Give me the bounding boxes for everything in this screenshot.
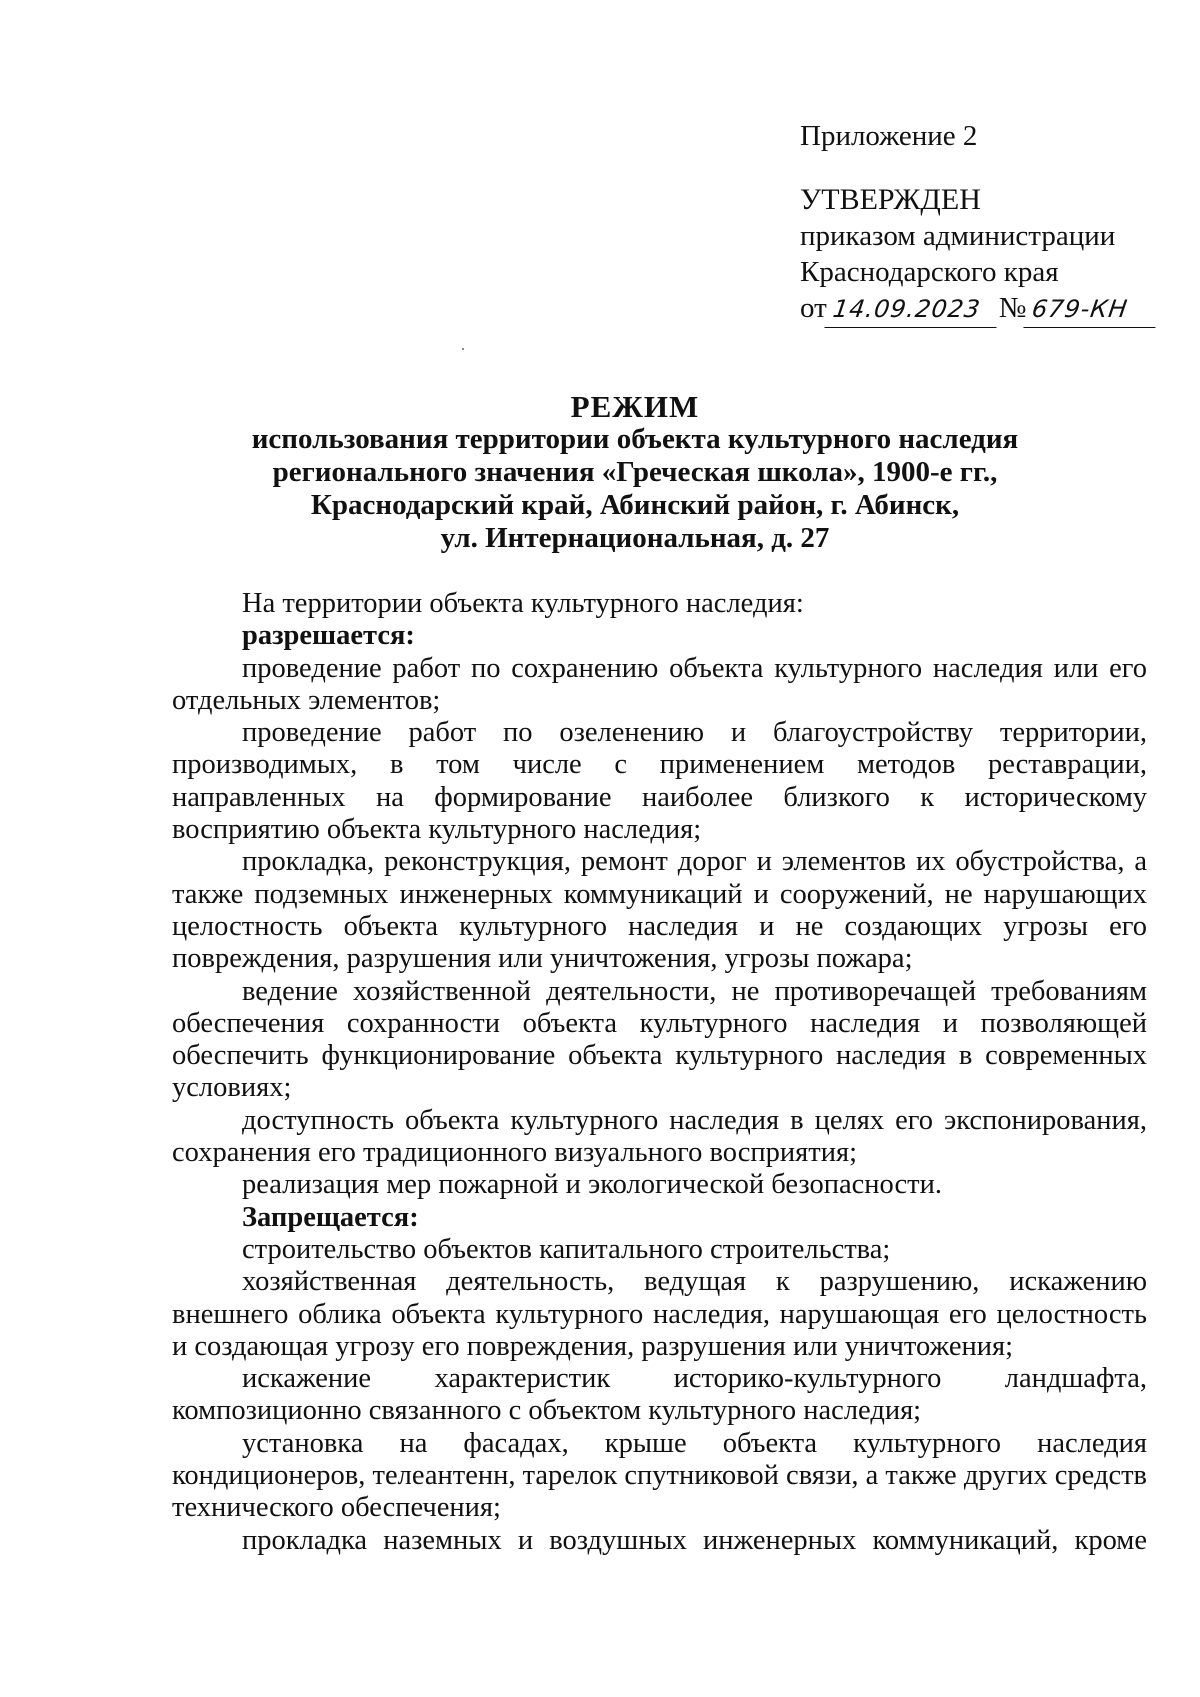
allowed-item: реализация мер пожарной и экологической безопасности.: [242, 1169, 942, 1201]
handwritten-order-number: 679-КН: [1024, 291, 1161, 328]
forbidden-item: прокладка наземных и воздушных инженерных коммуникаций, кроме: [242, 1524, 1147, 1556]
document-title: РЕЖИМ: [570, 389, 700, 424]
allowed-item: доступность объекта культурного наследия в целях его экспонирования, сохранения его традиционного визуального восприятия;: [172, 1104, 1147, 1169]
intro-paragraph: На территории объекта культурного наследия:: [242, 588, 804, 619]
heading-line-2: регионального значения «Греческая школа», 1900-е гг.,: [272, 456, 998, 488]
scan-speck: [462, 348, 464, 350]
order-date-number-line: [800, 290, 1158, 328]
approval-authority-line2: Краснодарского края: [800, 256, 1059, 288]
allowed-item: проведение работ по сохранению объекта культурного наследия или его отдельных элементов;: [172, 652, 1147, 716]
approved-label: УТВЕРЖДЕН: [800, 183, 981, 216]
document-heading: [170, 390, 1100, 555]
handwritten-date: 14.09.2023: [824, 291, 1001, 328]
forbidden-item: установка на фасадах, крыше объекта культурного наследия кондиционеров, телеантенн, тарелок спутниковой связи, а также других средств технического обеспечения;: [172, 1427, 1147, 1524]
forbidden-item: искажение характеристик историко-культурного ландшафта, композиционно связанного с объектом культурного наследия;: [172, 1363, 1147, 1427]
allowed-heading: разрешается:: [242, 620, 415, 652]
approval-block: [800, 118, 1158, 328]
heading-line-4: ул. Интернациональная, д. 27: [440, 522, 830, 554]
from-prefix: от: [800, 292, 827, 324]
allowed-item: ведение хозяйственной деятельности, не противоречащей требованиям обеспечения сохранности объекта культурного наследия и позволяющей обеспечить функционирование объекта культурного наследия в современных условиях;: [172, 975, 1147, 1104]
forbidden-heading: Запрещается:: [242, 1201, 419, 1233]
number-prefix: №: [998, 292, 1027, 324]
appendix-label: Приложение 2: [800, 120, 978, 152]
allowed-item: проведение работ по озеленению и благоустройству территории, производимых, в том числе с применением методов реставрации, направленных на формирование наиболее близкого к историческому восприятию объекта культурного наследия;: [172, 717, 1147, 846]
heading-line-3: Краснодарский край, Абинский район, г. Абинск,: [310, 489, 960, 521]
document-body: [172, 588, 1147, 1557]
forbidden-item: строительство объектов капитального строительства;: [242, 1233, 891, 1265]
heading-line-1: использования территории объекта культурного наследия: [251, 423, 1019, 455]
approval-authority-line1: приказом администрации: [800, 220, 1116, 252]
forbidden-item: хозяйственная деятельность, ведущая к разрушению, искажению внешнего облика объекта культурного наследия, нарушающая его целостность и создающая угрозу его повреждения, разрушения или уничтожения;: [172, 1266, 1147, 1362]
allowed-item: прокладка, реконструкция, ремонт дорог и элементов их обустройства, а также подземных инженерных коммуникаций и сооружений, не нарушающих целостность объекта культурного наследия и не создающих угрозы его повреждения, разрушения или уничтожения, угрозы пожара;: [172, 846, 1147, 975]
